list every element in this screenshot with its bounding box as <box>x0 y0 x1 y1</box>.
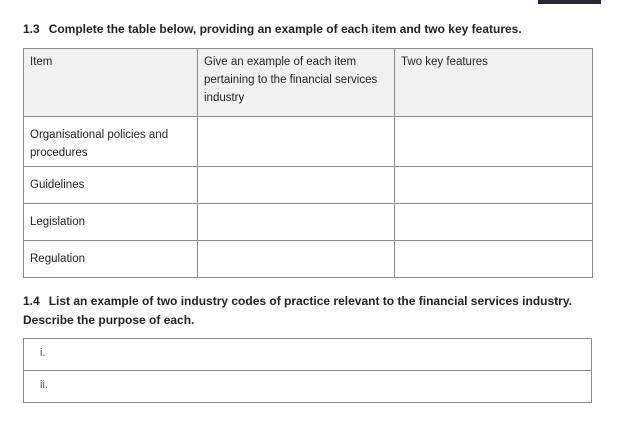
question-1-3 <box>23 20 522 39</box>
key-features-cell[interactable] <box>395 204 593 241</box>
item-label: Guidelines <box>24 167 198 204</box>
question-text: Complete the table below, providing an example of each item and two key features. <box>48 22 522 36</box>
table-row <box>24 241 593 278</box>
key-features-cell[interactable] <box>395 167 593 204</box>
item-label: Organisational policies and procedures <box>24 117 198 167</box>
list-item[interactable] <box>24 339 592 371</box>
table-row <box>24 117 593 167</box>
example-cell[interactable] <box>198 241 395 278</box>
example-cell[interactable] <box>198 167 395 204</box>
item-label: Legislation <box>24 204 198 241</box>
header-key-features: Two key features <box>395 49 593 117</box>
codes-answer-table <box>23 338 592 403</box>
question-1-4 <box>23 292 613 330</box>
items-table <box>23 48 593 278</box>
key-features-cell[interactable] <box>395 117 593 167</box>
table-row <box>24 204 593 241</box>
key-features-cell[interactable] <box>395 241 593 278</box>
answer-cell-ii[interactable]: ii. <box>24 371 592 403</box>
list-item[interactable] <box>24 371 592 403</box>
table-header-row <box>24 49 593 117</box>
question-number: 1.4 <box>23 294 40 308</box>
question-number: 1.3 <box>23 22 40 36</box>
example-cell[interactable] <box>198 204 395 241</box>
example-cell[interactable] <box>198 117 395 167</box>
question-text: List an example of two industry codes of practice relevant to the financial services industry. Describe the purpose of each. <box>23 294 572 327</box>
table-row <box>24 167 593 204</box>
header-example: Give an example of each item pertaining to the financial services industry <box>198 49 395 117</box>
answer-cell-i[interactable]: i. <box>24 339 592 371</box>
item-label: Regulation <box>24 241 198 278</box>
top-decorative-bar <box>538 0 601 4</box>
header-item: Item <box>24 49 198 117</box>
